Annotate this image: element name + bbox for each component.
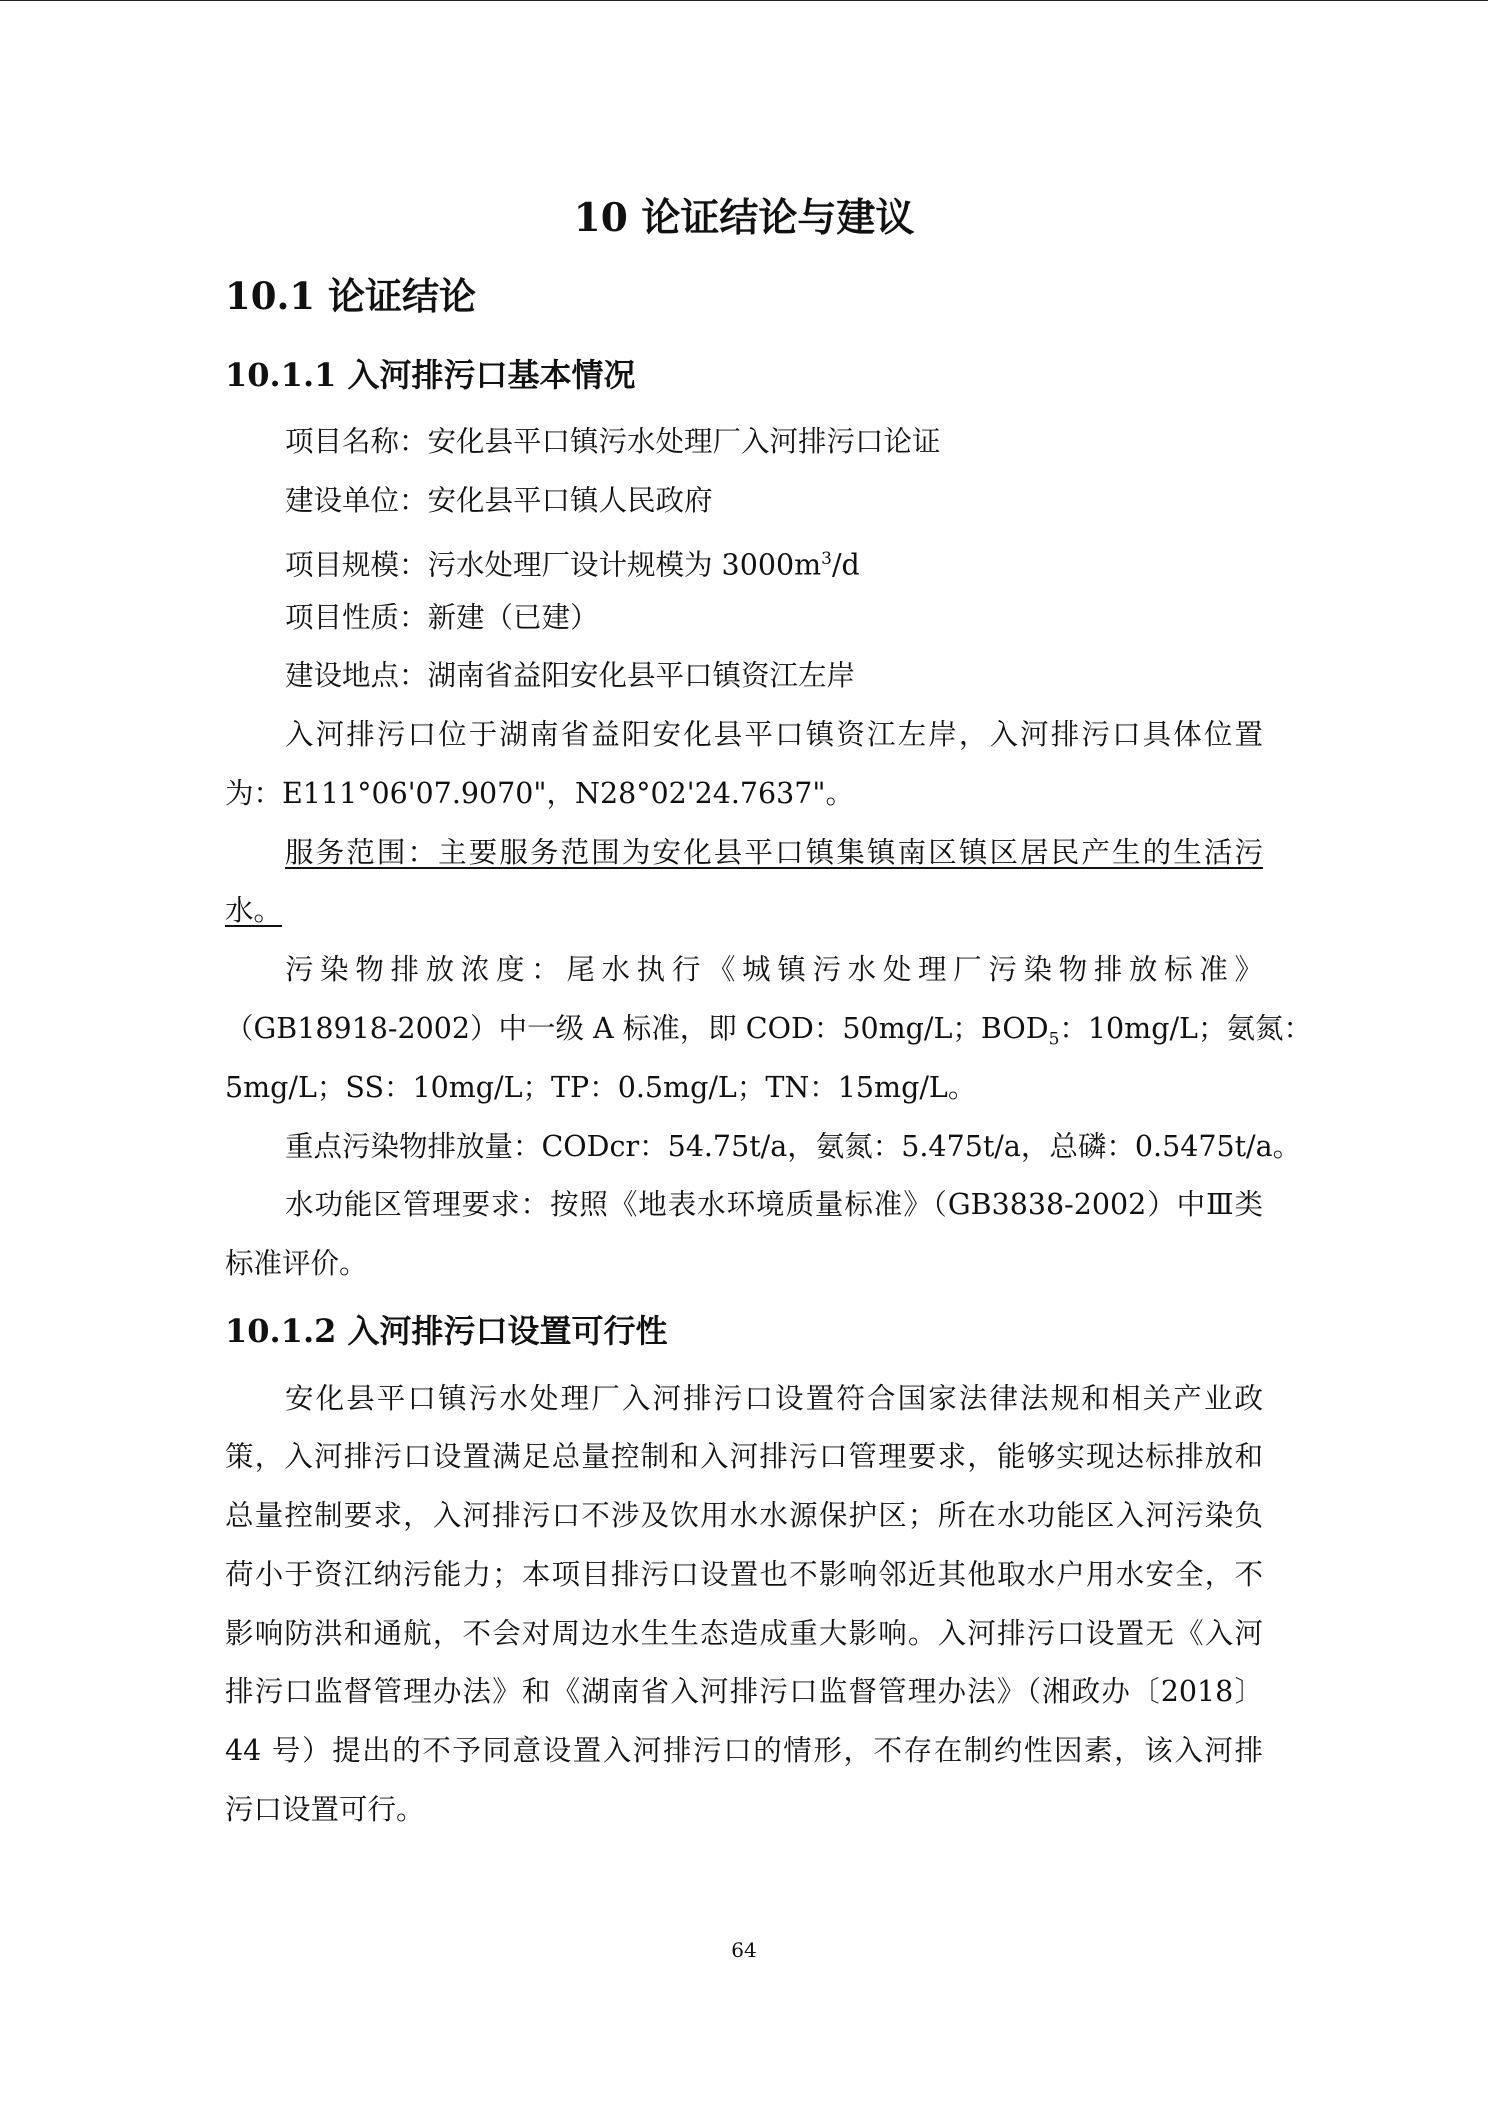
pollutant-concentration-line-3: 5mg/L；SS：10mg/L；TP：0.5mg/L；TN：15mg/L。: [225, 1071, 977, 1104]
feasibility-line-7: 44 号）提出的不予同意设置入河排污口的情形，不存在制约性因素，该入河排: [225, 1734, 1263, 1767]
pollutant-concentration-line-2: （GB18918-2002）中一级 A 标准，即 COD：50mg/L；$BOD_5$：10mg/L；氨氮：: [225, 1012, 1312, 1050]
feasibility-line-1: 安化县平口镇污水处理厂入河排污口设置符合国家法律法规和相关产业政: [285, 1382, 1263, 1415]
section-title: 10.1 论证结论: [225, 274, 476, 318]
outlet-location-line-1: 入河排污口位于湖南省益阳安化县平口镇资江左岸，入河排污口具体位置: [285, 718, 1263, 751]
feasibility-line-5: 影响防洪和通航，不会对周边水生生态造成重大影响。入河排污口设置无《入河: [225, 1617, 1263, 1650]
subscript-5: 5: [1048, 1029, 1060, 1050]
feasibility-line-2: 策，入河排污口设置满足总量控制和入河排污口管理要求，能够实现达标排放和: [225, 1440, 1263, 1473]
water-function-zone-line-1: 水功能区管理要求：按照《地表水环境质量标准》（GB3838-2002）中Ⅲ类: [285, 1188, 1263, 1221]
service-scope-line-2: 水。: [225, 894, 283, 927]
feasibility-line-8: 污口设置可行。: [225, 1793, 425, 1826]
feasibility-line-3: 总量控制要求，入河排污口不涉及饮用水水源保护区；所在水功能区入河污染负: [225, 1499, 1263, 1532]
project-nature-line: 项目性质：新建（已建）: [285, 601, 599, 634]
chapter-title: 10 论证结论与建议: [573, 195, 915, 241]
outlet-location-line-2: 为：E111°06'07.9070"，N28°02'24.7637"。: [225, 777, 855, 810]
project-scale-line: 项目规模：污水处理厂设计规模为 $3000m^3/d$: [285, 548, 860, 582]
superscript-3: 3: [821, 549, 832, 569]
construction-unit-line: 建设单位：安化县平口镇人民政府: [285, 484, 713, 517]
construction-site-line: 建设地点：湖南省益阳安化县平口镇资江左岸: [285, 659, 856, 692]
service-scope-line-1: 服务范围：主要服务范围为安化县平口镇集镇南区镇区居民产生的生活污: [285, 836, 1263, 869]
page-number: 64: [731, 1938, 757, 1962]
feasibility-line-4: 荷小于资江纳污能力；本项目排污口设置也不影响邻近其他取水户用水安全，不: [225, 1558, 1263, 1591]
subsection-title-basic-info: 10.1.1 入河排污口基本情况: [225, 356, 636, 394]
water-function-zone-line-2: 标准评价。: [225, 1247, 368, 1280]
top-border-line: [0, 0, 1488, 1]
pollutant-concentration-line-1: 污染物排放浓度：尾水执行《城镇污水处理厂污染物排放标准》: [285, 953, 1263, 986]
project-name-line: 项目名称：安化县平口镇污水处理厂入河排污口论证: [285, 425, 941, 458]
feasibility-line-6: 排污口监督管理办法》和《湖南省入河排污口监督管理办法》（湘政办〔2018〕: [225, 1675, 1263, 1708]
subsection-title-feasibility: 10.1.2 入河排污口设置可行性: [225, 1312, 668, 1350]
key-pollutant-discharge-line: 重点污染物排放量：CODcr：54.75t/a，氨氮：5.475t/a，总磷：0.5475t/a。: [285, 1130, 1302, 1163]
